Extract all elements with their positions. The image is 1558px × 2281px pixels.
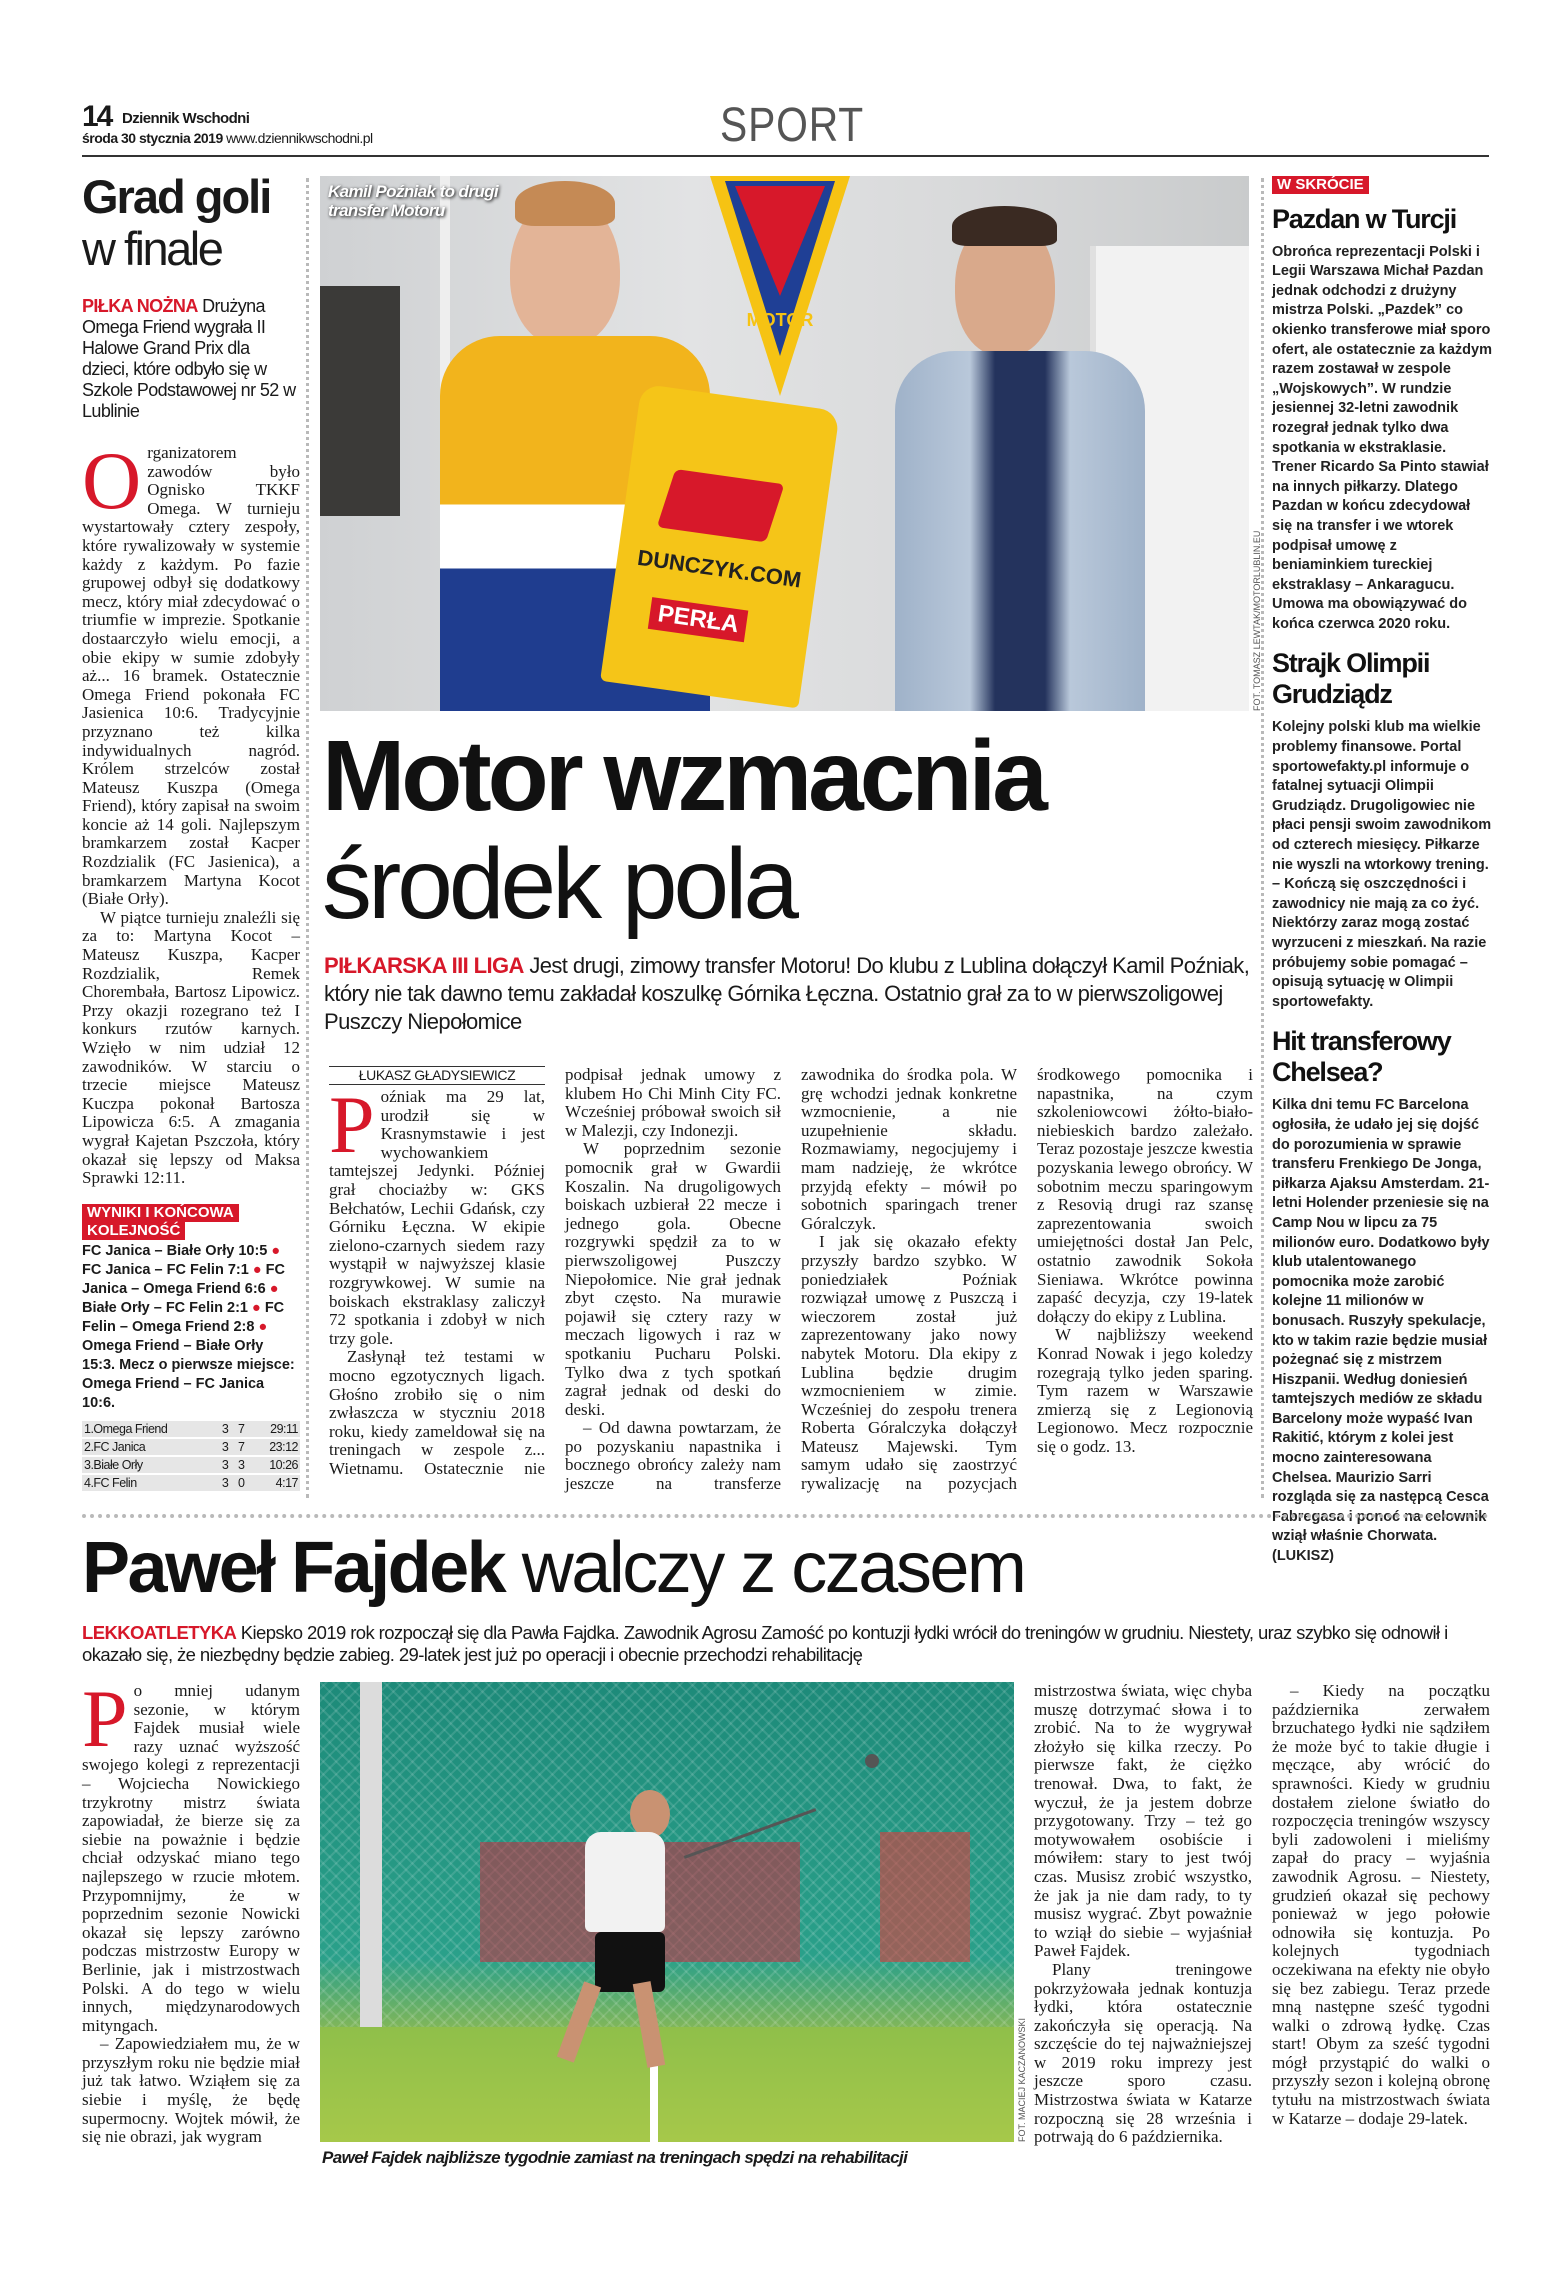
issue-date-line	[82, 130, 373, 146]
results-box	[82, 1204, 300, 1493]
result: Białe Orły – FC Felin 2:1	[82, 1299, 248, 1316]
briefs-column	[1272, 176, 1492, 1567]
svg-text:MOTOR: MOTOR	[746, 310, 814, 330]
table-row: 2.FC Janica 3 7 23:12	[84, 1439, 298, 1454]
coach-suit	[895, 351, 1145, 711]
motor-lede	[324, 952, 1254, 1036]
kicker: PIŁKA NOŻNA	[82, 296, 198, 316]
results-tag-line2: KOLEJNOŚĆ	[82, 1222, 185, 1240]
results-tag-line1: WYNIKI I KOŃCOWA	[82, 1204, 239, 1222]
brief-item	[1272, 204, 1492, 635]
motor-jersey: DUNCZYK.COM PERŁA	[600, 384, 840, 709]
result: FC Felin – Omega Friend 2:8	[82, 1299, 285, 1335]
lede-text: Kiepsko 2019 rok rozpoczął się dla Pawła Fajdka. Zawodnik Agrosu Zamość po kontuzji łydki wrócił do treningów w grudniu. Niestety, uraz szybko się odnowił i okazało się, że niezbędny będzie zabieg. 29-latek jest już po operacji i obecnie przechodzi rehabilitację	[82, 1622, 1448, 1665]
paragraph: – Kiedy na początku października zerwałem brzuchatego łydki nie sądziłem że może być to takie długie i męczące, aby wrócić do sprawności. Kiedy w grudniu dostałem zielone światło do rozpoczęcia treningów wszyscy byli zadowoleni i mieliśmy zapał do pracy – wyjaśnia zawodnik Agrosu. – Niestety, grudzień okazał się pechowy ponieważ w jego połowie odnowiła się kontuzja. Po kolejnych tygodniach oczekiwana na efekty nie obyło się bez zabiegu. Teraz przede mną następne sześć tygodni walki o zdrową łydkę. Czas start! Obym za sześć tygodni mógł przystąpić do walki o przyszły sezon i kolejną obronę tytułu na mistrzostwach świata w Katarze – dodaje 29-latek.	[1272, 1681, 1490, 2128]
paragraph: W piątce turnieju znaleźli się za to: Martyna Kocot – Mateusz Kuszpa, Kacper Rozdzialik, Remek Chorembała, Bartosz Lipowicz. Przy okazji rozegrano też I konkurs rzutów karnych. Wzięło w nim udział 12 zawodników. W starciu o trzecie miejsce Mateusz Kuczpa pokonał Bartosza Lipowicza 6:5. A zmagania wygrał Kajetan Pszczoła, który okazał się lepszy od Maksa Sprawki 12:11.	[82, 907, 300, 1188]
article-body	[82, 435, 300, 1188]
grad-goli-article	[82, 172, 300, 1493]
results-list: FC Janica – Białe Orły 10:5 ● FC Janica – FC Felin 7:1 ● FC Janica – Omega Friend 6:6 ● Białe Orły – FC Felin 2:1 ● FC Felin – Omega Friend 2:8 ● Omega Friend – Białe Orły 15:3. Mecz o pierwsze miejsce: Omega Friend – FC Janica 10:6.	[82, 1242, 295, 1411]
motor-article-body	[329, 1066, 1253, 1496]
brief-text: Kolejny polski klub ma wielkie problemy finansowe. Portal sportowefakty.pl informuje o fatalnej sytuacji Olimpii Grudziądz. Drugoligowiec nie płaci pensji swoim zawodnikom od czterech miesięcy. Piłkarze nie wyszli na wtorkowy trening. – Kończą się oszczędności i zawodnicy nie mają za co żyć. Niektórzy zaraz mogą zostać wyrzuceni z mieszkań. Na razie próbujemy sobie pomagać – opisują sytuację w Olimpii sportowefakty.	[1272, 719, 1492, 1010]
brief-text: Kilka dni temu FC Barcelona ogłosiła, że udało jej się dojść do porozumienia w sprawie transferu Frenkiego De Jonga, piłkarza Ajaksu Amsterdam. 21-letni Holender przeniesie się na Camp Nou w lipcu za 75 milionów euro. Dodatkowo były klub utalentowanego pomocnika może zarobić kolejne 11 milionów w bonusach. Ruszyły spekulacje, kto w takim razie będzie musiał pożegnać się z mistrzem Hiszpanii. Według doniesień tamtejszych mediów ze składu Barcelony może wypaść Ivan Rakitić, którym z kolei jest mocno zainteresowana Chelsea. Maurizio Sarri rozgląda się za następcą Cesca Fabregasa i ponoć na celownik wziął właśnie Chorwata.	[1272, 1097, 1490, 1545]
paragraph: rganizatorem zawodów było Ognisko TKKF Omega. W turnieju wystartowały cztery zespoły, które rywalizowały w systemie każdy z każdym. Po fazie grupowej odbył się dodatkowy mecz, który miał zdecydować o triumfie w imprezie. Spotkanie dostaarczyło wielu emocji, a obie ekipy w sumie zdobyły aż... 16 bramek. Ostatecznie Omega Friend pokonała FC Jasienica 10:6. Tradycyjnie przyznano też kilka indywidualnych nagród. Królem strzelców został Mateusz Kuszpa (Omega Friend), który zapisał na swoim koncie aż 14 goli. Najlepszym bramkarzem został Kacper Rozdzialik (FC Jasienica), a bramkarzem Martyna Kocot (Białe Orły).	[82, 443, 300, 909]
brief-item	[1272, 1026, 1492, 1566]
section-title: SPORT	[720, 99, 865, 152]
paragraph: – Od dawna powtarzam, że po pozyskaniu napastnika i bocznego obrońcy zależy nam jeszcze na transferze zawodnika do środka pola. W grę wchodzi jednak konkretne wzmocnienie, a nie uzupełnienie składu. Rozmawiamy, negocjujemy i mam nadzieję, że wkrótce przyjdą efekty – mówił po sobotnich sparingach trener Góralczyk.	[565, 1065, 1017, 1494]
kicker: LEKKOATLETYKA	[82, 1622, 237, 1643]
title-rest: walczy z czasem	[521, 1528, 1025, 1608]
kicker: PIŁKARSKA III LIGA	[324, 953, 524, 978]
drop-cap: P	[82, 1673, 128, 1764]
hammer-ball	[865, 1754, 879, 1768]
author-byline: ŁUKASZ GŁADYSIEWICZ	[329, 1066, 545, 1085]
paragraph: mistrzostwa świata, więc chyba muszę dotrzymać słowa i to zrobić. Na to że wygrywał złożyło się kilka rzeczy. Po pierwsze fakt, że ciężko trenował. Dwa, to fakt, że wyczuł, że ja jestem dobrze przygotowany. Trzy – też go motywowałem osobiście i mówiłem: stary to jest twój czas. Musisz zrobić wszystko, że jak ja nie dam rady, to ty musisz wygrać. Zbyt poważnie to wziął do siebie – wyjaśniał Paweł Fajdek.	[1034, 1681, 1252, 1961]
photo-caption: Paweł Fajdek najbliższe tygodnie zamiast na treningach spędzi na rehabilitacji	[322, 2148, 908, 2167]
fajdek-col4	[1272, 1682, 1490, 2128]
table-row: 3.Białe Orły 3 3 10:26	[84, 1457, 298, 1472]
brief-title: Strajk Olimpii Grudziądz	[1272, 648, 1430, 710]
page-number: 14	[82, 100, 112, 133]
paragraph: oźniak ma 29 lat, urodził się w Krasnymstawie i jest wychowankiem tamtejszej Jedynki. Później grał chociażby w: GKS Bełchatów, Lechii Gdańsk, czy Górniku Łęczna. W ekipie zielono-czarnych siedem razy wystąpił w najwyższej klasie rozgrywkowej. W sumie na boiskach ekstraklasy zaliczył 72 spotkania i zdobył w nich trzy gole.	[329, 1087, 545, 1348]
article-title-line2: w finale	[82, 222, 222, 275]
fajdek-lede	[82, 1622, 1492, 1666]
paragraph: W poprzednim sezonie pomocnik grał w Gwardii Koszalin. Na drugoligowych boiskach uzbierał 22 mecze i jednego gola. Obecne rozgrywki spędził za to w pierwszoligowej Puszczy Niepołomice. Nie grał jednak zbyt często. Na murawie pojawił się cztery razy w meczach ligowych i raz w spotkaniu Pucharu Polski. Tylko dwa z tych spotkań zagrał jednak od deski do deski.	[565, 1139, 781, 1419]
result: FC Janica – FC Felin 7:1	[82, 1261, 249, 1278]
result: FC Janica – Białe Orły 10:5	[82, 1242, 268, 1259]
title-bold: Paweł Fajdek	[82, 1528, 505, 1608]
drop-cap: P	[329, 1079, 375, 1170]
motor-photo	[320, 176, 1249, 711]
column-divider	[1261, 178, 1264, 1498]
photo-credit: FOT. TOMASZ LEWTAK/MOTORLUBLIN.EU	[1252, 530, 1262, 711]
column-divider	[306, 178, 309, 1498]
athlete	[630, 1790, 670, 1838]
motor-title-line1: Motor wzmacnia	[322, 720, 1044, 832]
section-divider	[82, 1514, 1489, 1518]
photo-credit: FOT. MACIEJ KACZANOWSKI	[1017, 2017, 1027, 2142]
result: Omega Friend – Białe Orły 15:3. Mecz o pierwsze miejsce: Omega Friend – FC Janica 10:6.	[82, 1337, 295, 1411]
photo-caption: Kamil Poźniak to drugi transfer Motoru	[328, 182, 499, 220]
website-link[interactable]: www.dziennikwschodni.pl	[226, 130, 373, 146]
brief-title: Pazdan w Turcji	[1272, 203, 1457, 234]
brief-title: Hit transferowy Chelsea?	[1272, 1026, 1451, 1088]
fajdek-col3	[1034, 1682, 1252, 2147]
paragraph: Zasłynął też testami w mocno egzotycznych ligach. Głośno zrobiło się o nim zwłaszcza w styczniu 2018 roku, kiedy zameldował się na treningach w zespole z... Wietnamu. Ostatecznie nie podpisał jednak umowy z klubem Ho Chi Minh City FC. Wcześniej próbował swoich sił w Malezji, czy Indonezji.	[329, 1065, 781, 1478]
motor-logo	[710, 176, 850, 396]
briefs-tag: W SKRÓCIE	[1272, 176, 1369, 194]
brief-text: Obrońca reprezentacji Polski i Legii Warszawa Michał Pazdan jednak odchodzi z drużyny mistrza Polski. „Pazdek” co okienko transferowe miał sporo ofert, ale ostatecznie za każdym razem zostawał w zespole „Wojskowych”. W rundzie jesiennej 32-letni zawodnik rozegrał jednak tylko dwa spotkania w ekstraklasie. Trener Ricardo Sa Pinto stawiał na innych piłkarzy. Dlatego Pazdan w końcu zdecydował się na transfer i we wtorek podpisał umowę z beniaminkiem tureckiej ekstraklasy – Ankaragucu. Umowa ma obowiązywać do końca czerwca 2020 roku.	[1272, 243, 1492, 632]
paragraph: I jak się okazało efekty przyszły bardzo szybko. W poniedziałek Poźniak rozwiązał umowę z Puszczą i wieczorem został już zaprezentowany jako nowy nabytek Motoru. Dla ekipy z Lublina będzie drugim wzmocnieniem w zimie. Wcześniej do zespołu trenera Roberta Góralczyka dołączył Mateusz Majewski. Tym samym udało się zaostrzyć rywalizację na pozycjach środkowego pomocnika i napastnika, na czym szkoleniowcowi żółto-biało-niebieskich bardzo zależało. Teraz pozostaje jeszcze kwestia pozyskania lewego obrońcy. W sobotnim meczu sparingowym z Resovią drugi raz szansę zaprezentowania swoich umiejętności dostał Jan Pelc, ostatnio zawodnik Sokoła Sieniawa. Wkrótce powinna zapaść decyzja, czy 19-latek dołączy do ekipy z Lublina.	[801, 1065, 1253, 1494]
tv-screen	[320, 286, 400, 516]
article-title-line1: Grad goli	[82, 170, 271, 223]
paragraph: – Zapowiedziałem mu, że w przyszłym roku nie będzie miał już tak łatwo. Wziąłem się za siebie i myślę, że będę supermocny. Wojtek mówił, że się nie obrazi, jak wygram	[82, 2034, 300, 2147]
brief-signature: (LUKISZ)	[1272, 1548, 1335, 1565]
brief-item	[1272, 648, 1492, 1012]
fajdek-photo	[320, 1682, 1014, 2142]
standings-table	[82, 1419, 300, 1493]
paragraph: Plany treningowe pokrzyżowała jednak kontuzja łydki, która ostatecznie zakończyła się operacją. Na szczęście do tej najważniejszej w 2019 roku imprezy jest jeszcze sporo czasu. Mistrzostwa świata w Katarze rozpoczną się 28 września i potrwają do 6 października.	[1034, 1959, 1252, 2147]
fajdek-col1	[82, 1673, 300, 2147]
paragraph: o mniej udanym sezonie, w którym Fajdek musiał wiele razy uznać wyższość swojego kolegi z reprezentacji – Wojciecha Nowickiego trzykrotny mistrz świata zapowiadał, że bierze się za siebie na poważnie i będzie chciał odzyskać miano tego najlepszego w rzucie młotem. Przypomnijmy, że w poprzednim sezonie Nowicki okazał się lepszy zarówno podczas mistrzostw Europy w Berlinie, jak i mistrzostwach Polski. A do tego w wielu innych, międzynarodowych mityngach.	[82, 1681, 300, 2035]
article-lede	[82, 296, 300, 422]
header-rule	[82, 155, 1489, 157]
motor-title-line2: środek pola	[322, 828, 795, 940]
table-row: 4.FC Felin 3 0 4:17	[84, 1475, 298, 1490]
table-row: 1.Omega Friend 3 7 29:11	[84, 1421, 298, 1436]
drop-cap: O	[82, 435, 142, 526]
paragraph: W najbliższy weekend Konrad Nowak i jego koledzy rozegrają tylko jeden sparing. Tym razem w Warszawie zmierzą się z Legionovią Legionowo. Mecz rozpocznie się o godz. 13.	[1037, 1325, 1253, 1456]
fajdek-title	[82, 1528, 1024, 1608]
lede-text: Jest drugi, zimowy transfer Motoru! Do klubu z Lublina dołączył Kamil Poźniak, który nie tak dawno temu zakładał koszulkę Górnika Łęczna. Ostatnio grał za to w pierwszoligowej Puszczy Niepołomice	[324, 953, 1250, 1034]
result: FC Janica – Omega Friend 6:6	[82, 1261, 285, 1297]
issue-date: środa 30 stycznia 2019	[82, 130, 223, 146]
lede-text: Drużyna Omega Friend wygrała II Halowe Grand Prix dla dzieci, które odbyło się w Szkole Podstawowej nr 52 w Lublinie	[82, 296, 296, 421]
paper-name: Dziennik Wschodni	[122, 110, 250, 127]
